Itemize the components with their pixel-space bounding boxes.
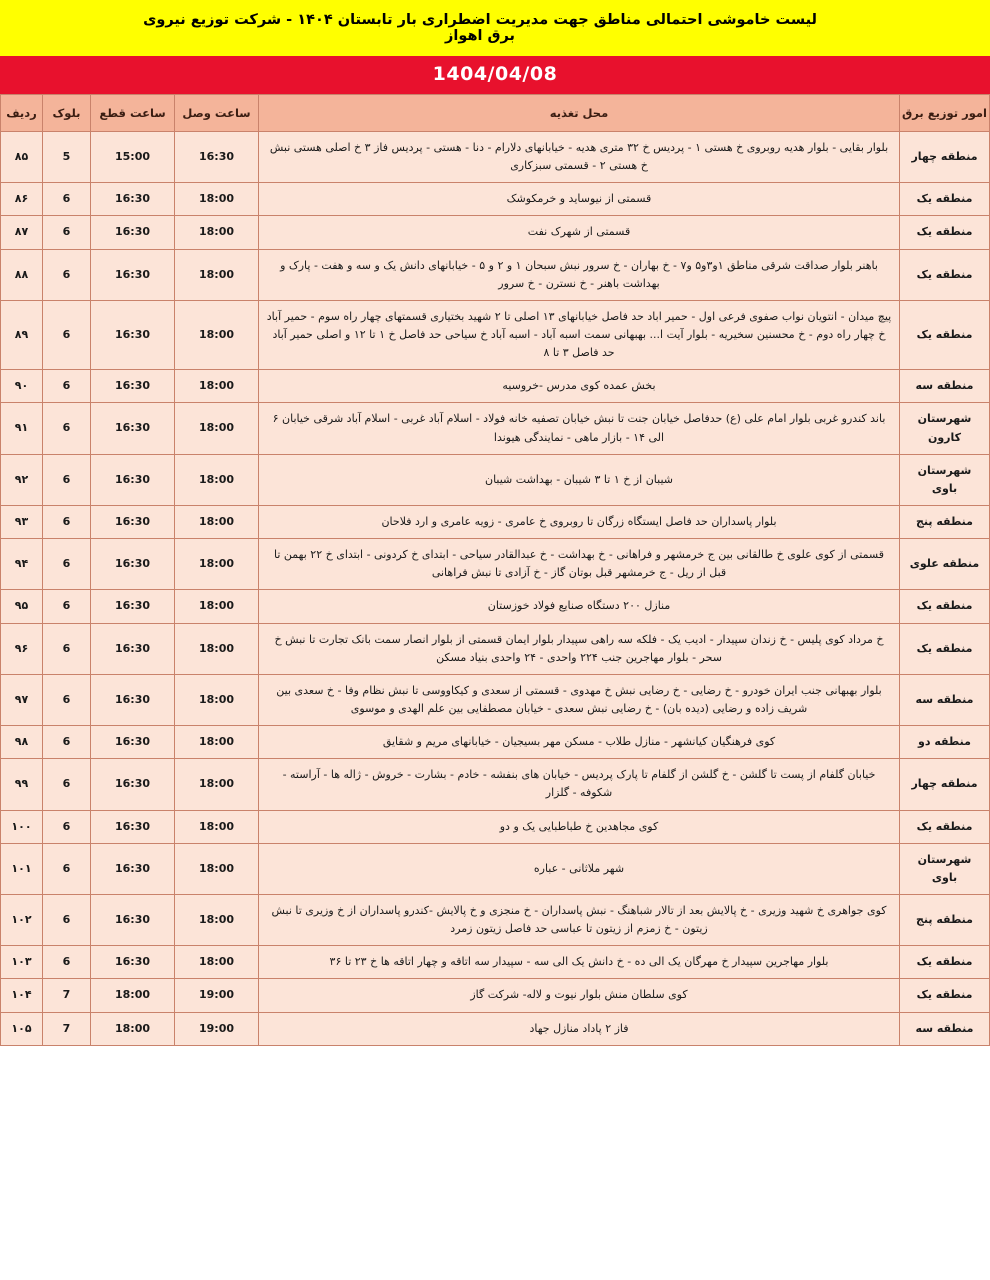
cell-feed: منازل ۲۰۰ دستگاه صنایع فولاد خوزستان: [259, 590, 900, 623]
cell-feed: خیابان گلفام از پست تا گلشن - خ گلشن از گلفام تا پارک پردیس - خیابان های بنفشه - خادم - بشارت - خروش - ژاله ها - آراسته - شکوفه - گلزار: [259, 759, 900, 810]
cell-row-number: ۹۱: [1, 403, 43, 454]
table-row: [1, 132, 990, 183]
cell-block: 6: [43, 300, 91, 369]
column-header-row-number: ردیف: [1, 95, 43, 132]
cell-block: 6: [43, 454, 91, 505]
cell-block: 6: [43, 623, 91, 674]
cell-block: 6: [43, 726, 91, 759]
cell-off-time: 18:00: [91, 979, 175, 1012]
cell-off-time: 16:30: [91, 759, 175, 810]
cell-feed: قسمتی از شهرک نفت: [259, 216, 900, 249]
cell-row-number: ۹۰: [1, 370, 43, 403]
column-header-feed: محل تغذیه: [259, 95, 900, 132]
cell-on-time: 18:00: [175, 216, 259, 249]
column-header-block: بلوک: [43, 95, 91, 132]
page-title: لیست خاموشی احتمالی مناطق جهت مدیریت اضطراری بار تابستان ۱۴۰۴ - شرکت توزیع نیروی برق اهواز: [120, 0, 840, 56]
cell-on-time: 18:00: [175, 505, 259, 538]
cell-area: منطقه پنج: [900, 505, 990, 538]
table-row: [1, 403, 990, 454]
column-header-off-time: ساعت قطع: [91, 95, 175, 132]
column-header-on-time: ساعت وصل: [175, 95, 259, 132]
cell-block: 6: [43, 810, 91, 843]
cell-off-time: 16:30: [91, 505, 175, 538]
cell-row-number: ۸۷: [1, 216, 43, 249]
cell-block: 6: [43, 843, 91, 894]
cell-row-number: ۱۰۳: [1, 946, 43, 979]
cell-block: 6: [43, 249, 91, 300]
cell-block: 6: [43, 590, 91, 623]
cell-block: 6: [43, 539, 91, 590]
cell-row-number: ۱۰۰: [1, 810, 43, 843]
cell-off-time: 16:30: [91, 539, 175, 590]
cell-area: منطقه یک: [900, 810, 990, 843]
cell-feed: پیچ میدان - انتویان نواب صفوی فرعی اول - حمیر اباد حد فاصل خیابانهای ۱۳ اصلی تا ۲ شهید بختیاری قسمتهای چهار راه سوم - حمیر آباد خ چهار راه دوم - خ محسنین سخیریه - بلوار آیت ا... بهبهانی سمت اسبه آباد - اسبه آباد خ سیاحی حد فاصل خ ۱ تا ۱۲ و اصلی حمیر آباد حد فاصل ۳ تا ۸: [259, 300, 900, 369]
cell-on-time: 18:00: [175, 370, 259, 403]
cell-off-time: 16:30: [91, 590, 175, 623]
cell-off-time: 16:30: [91, 454, 175, 505]
cell-area: شهرستان کارون: [900, 403, 990, 454]
cell-on-time: 18:00: [175, 403, 259, 454]
title-bar: [0, 0, 990, 56]
table-row: [1, 759, 990, 810]
cell-block: 6: [43, 403, 91, 454]
cell-area: منطقه سه: [900, 370, 990, 403]
cell-on-time: 18:00: [175, 810, 259, 843]
cell-feed: شیبان از خ ۱ تا ۳ شیبان - بهداشت شیبان: [259, 454, 900, 505]
cell-off-time: 16:30: [91, 216, 175, 249]
cell-feed: فاز ۲ پاداد منازل جهاد: [259, 1012, 900, 1045]
cell-off-time: 16:30: [91, 726, 175, 759]
cell-area: منطقه دو: [900, 726, 990, 759]
cell-block: 6: [43, 370, 91, 403]
cell-area: منطقه یک: [900, 590, 990, 623]
cell-area: منطقه یک: [900, 946, 990, 979]
cell-block: 6: [43, 674, 91, 725]
cell-row-number: ۸۸: [1, 249, 43, 300]
cell-area: منطقه علوی: [900, 539, 990, 590]
table-row: [1, 216, 990, 249]
cell-block: 6: [43, 894, 91, 945]
cell-area: منطقه یک: [900, 249, 990, 300]
cell-off-time: 16:30: [91, 300, 175, 369]
table-row: [1, 300, 990, 369]
cell-on-time: 18:00: [175, 726, 259, 759]
cell-area: منطقه یک: [900, 216, 990, 249]
title-bar-left-spacer: [840, 0, 990, 56]
cell-area: منطقه یک: [900, 183, 990, 216]
cell-row-number: ۱۰۴: [1, 979, 43, 1012]
table-row: [1, 894, 990, 945]
cell-row-number: ۹۸: [1, 726, 43, 759]
cell-area: منطقه پنج: [900, 894, 990, 945]
cell-area: شهرستان باوی: [900, 454, 990, 505]
cell-off-time: 15:00: [91, 132, 175, 183]
cell-row-number: ۸۵: [1, 132, 43, 183]
table-row: [1, 370, 990, 403]
table-header-row: [1, 95, 990, 132]
cell-feed: باند کندرو غربی بلوار امام علی (ع) حدفاصل خیابان جنت تا نبش خیابان تصفیه خانه فولاد - اسلام آباد غربی - اسلام آباد شرقی خیابان ۶ الی ۱۴ - بازار ماهی - نمایندگی هیوندا: [259, 403, 900, 454]
cell-feed: باهنر بلوار صداقت شرقی مناطق ۱و۳و۵ و۷ - خ بهاران - خ سرور نبش سبحان ۱ و ۲ و ۵ - خیابانهای دانش یک و سه و هفت - پارک و بهداشت باهنر - خ نسترن - خ سرور: [259, 249, 900, 300]
cell-row-number: ۹۳: [1, 505, 43, 538]
cell-off-time: 16:30: [91, 370, 175, 403]
cell-row-number: ۹۷: [1, 674, 43, 725]
cell-block: 6: [43, 946, 91, 979]
cell-feed: بخش عمده کوی مدرس -خروسیه: [259, 370, 900, 403]
table-row: [1, 674, 990, 725]
cell-row-number: ۹۶: [1, 623, 43, 674]
cell-area: شهرستان باوی: [900, 843, 990, 894]
table-row: [1, 946, 990, 979]
cell-feed: بلوار بهبهانی جنب ایران خودرو - خ رضایی - خ رضایی نبش خ مهدوی - قسمتی از سعدی و کیکاووسی تا نبش نظام وفا - خ سعدی بین شریف زاده و رضایی (دیده بان) - خ رضایی نبش سعدی - خیابان مصطفایی بین علم الهدی و موسوی: [259, 674, 900, 725]
cell-block: 5: [43, 132, 91, 183]
cell-block: 7: [43, 1012, 91, 1045]
cell-off-time: 16:30: [91, 403, 175, 454]
cell-on-time: 18:00: [175, 539, 259, 590]
cell-on-time: 18:00: [175, 894, 259, 945]
table-row: [1, 1012, 990, 1045]
cell-feed: کوی سلطان منش بلوار نیوت و لاله- شرکت گاز: [259, 979, 900, 1012]
table-row: [1, 505, 990, 538]
cell-on-time: 19:00: [175, 1012, 259, 1045]
cell-row-number: ۹۹: [1, 759, 43, 810]
cell-off-time: 16:30: [91, 249, 175, 300]
cell-on-time: 18:00: [175, 946, 259, 979]
cell-feed: کوی فرهنگیان کیانشهر - منازل طلاب - مسکن مهر بسیجیان - خیابانهای مریم و شقایق: [259, 726, 900, 759]
cell-off-time: 16:30: [91, 843, 175, 894]
cell-feed: خ مرداد کوی پلیس - خ زندان سپیدار - ادیب یک - فلکه سه راهی سپیدار بلوار ایمان قسمتی از بلوار انصار سمت بانک تجارت تا نبش خ سحر - بلوار مهاجرین جنب ۲۲۴ واحدی - ۲۴ واحدی بنیاد مسکن: [259, 623, 900, 674]
table-row: [1, 539, 990, 590]
cell-off-time: 16:30: [91, 183, 175, 216]
cell-on-time: 18:00: [175, 249, 259, 300]
cell-on-time: 18:00: [175, 843, 259, 894]
table-row: [1, 726, 990, 759]
cell-feed: قسمتی از کوی علوی خ طالقانی بین ج خرمشهر و فراهانی - خ بهداشت - خ عبدالقادر سیاحی - ابتدای خ کردونی - ابتدای خ ۲۲ بهمن تا قبل از ریل - ج خرمشهر قبل بوتان گاز - خ آزادی تا نبش فراهانی: [259, 539, 900, 590]
cell-feed: کوی جواهری خ شهید وزیری - خ پالایش بعد از تالار شباهنگ - نبش پاسداران - خ منجزی و خ پالایش -کندرو پاسداران از خ وزیری تا نبش زیتون - خ زمزم از زیتون تا عباسی حد فاصل زیتون زمرد: [259, 894, 900, 945]
table-row: [1, 454, 990, 505]
cell-off-time: 16:30: [91, 894, 175, 945]
cell-area: منطقه سه: [900, 1012, 990, 1045]
cell-row-number: ۹۲: [1, 454, 43, 505]
cell-on-time: 19:00: [175, 979, 259, 1012]
date-banner: 1404/04/08: [0, 56, 990, 94]
cell-off-time: 16:30: [91, 810, 175, 843]
cell-block: 6: [43, 505, 91, 538]
cell-on-time: 16:30: [175, 132, 259, 183]
cell-on-time: 18:00: [175, 674, 259, 725]
table-header: [1, 95, 990, 132]
table-row: [1, 183, 990, 216]
cell-row-number: ۱۰۵: [1, 1012, 43, 1045]
cell-area: منطقه چهار: [900, 132, 990, 183]
outage-table: [0, 94, 990, 1046]
cell-on-time: 18:00: [175, 759, 259, 810]
cell-area: منطقه یک: [900, 979, 990, 1012]
cell-feed: کوی مجاهدین خ طباطبایی یک و دو: [259, 810, 900, 843]
cell-feed: قسمتی از نیوساید و خرمکوشک: [259, 183, 900, 216]
cell-on-time: 18:00: [175, 183, 259, 216]
cell-on-time: 18:00: [175, 300, 259, 369]
table-row: [1, 810, 990, 843]
cell-area: منطقه یک: [900, 300, 990, 369]
cell-area: منطقه سه: [900, 674, 990, 725]
table-row: [1, 623, 990, 674]
cell-row-number: ۱۰۲: [1, 894, 43, 945]
cell-row-number: ۸۶: [1, 183, 43, 216]
cell-off-time: 16:30: [91, 623, 175, 674]
cell-off-time: 18:00: [91, 1012, 175, 1045]
cell-area: منطقه یک: [900, 623, 990, 674]
cell-feed: شهر ملاثانی - عباره: [259, 843, 900, 894]
cell-on-time: 18:00: [175, 454, 259, 505]
title-bar-right-spacer: [0, 0, 120, 56]
table-row: [1, 843, 990, 894]
cell-row-number: ۹۵: [1, 590, 43, 623]
column-header-area: امور توزیع برق: [900, 95, 990, 132]
cell-row-number: ۸۹: [1, 300, 43, 369]
cell-off-time: 16:30: [91, 674, 175, 725]
cell-off-time: 16:30: [91, 946, 175, 979]
cell-area: منطقه چهار: [900, 759, 990, 810]
cell-row-number: ۱۰۱: [1, 843, 43, 894]
table-row: [1, 249, 990, 300]
cell-block: 6: [43, 216, 91, 249]
cell-block: 7: [43, 979, 91, 1012]
cell-feed: بلوار بقایی - بلوار هدیه روبروی خ هستی ۱ - پردیس خ ۳۲ متری هدیه - خیابانهای دلارام - دنا - هستی - پردیس فاز ۳ خ اصلی هستی نبش خ هستی ۲ - قسمتی سبزکاری: [259, 132, 900, 183]
cell-block: 6: [43, 759, 91, 810]
cell-feed: بلوار پاسداران حد فاصل ایستگاه زرگان تا روبروی خ عامری - زویه عامری و ارد فلاحان: [259, 505, 900, 538]
table-body: [1, 132, 990, 1046]
cell-on-time: 18:00: [175, 623, 259, 674]
table-row: [1, 590, 990, 623]
table-row: [1, 979, 990, 1012]
cell-feed: بلوار مهاجرین سپیدار خ مهرگان یک الی ده - خ دانش یک الی سه - سپیدار سه اتاقه و چهار اتاقه ها خ ۲۳ تا ۳۶: [259, 946, 900, 979]
cell-on-time: 18:00: [175, 590, 259, 623]
cell-block: 6: [43, 183, 91, 216]
cell-row-number: ۹۴: [1, 539, 43, 590]
